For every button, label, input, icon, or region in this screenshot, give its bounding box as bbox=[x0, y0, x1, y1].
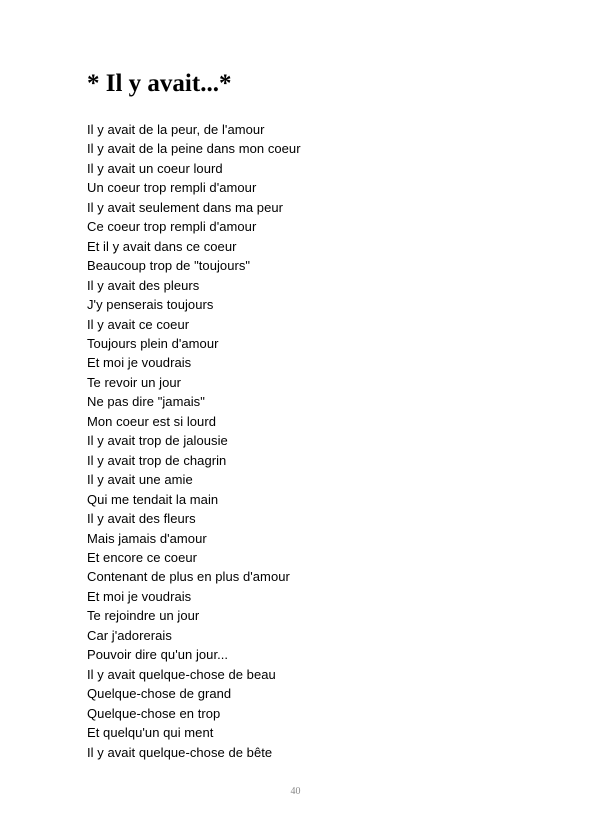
poem-line: Il y avait des fleurs bbox=[87, 511, 196, 527]
poem-line: Mon coeur est si lourd bbox=[87, 413, 216, 429]
poem-line: Quelque-chose de grand bbox=[87, 686, 232, 702]
poem-line: Il y avait des pleurs bbox=[87, 277, 200, 293]
poem-line: Il y avait un coeur lourd bbox=[87, 160, 223, 176]
poem-line: Et il y avait dans ce coeur bbox=[87, 238, 237, 254]
poem-line: Te rejoindre un jour bbox=[87, 608, 200, 624]
poem-line: Toujours plein d'amour bbox=[87, 335, 219, 351]
poem-line: Ne pas dire "jamais" bbox=[87, 394, 205, 410]
poem-line: Pouvoir dire qu'un jour... bbox=[87, 647, 229, 663]
poem-line: Car j'adorerais bbox=[87, 627, 172, 643]
poem-body bbox=[87, 120, 301, 762]
poem-line: Il y avait trop de jalousie bbox=[87, 433, 228, 449]
poem-line: Il y avait de la peur, de l'amour bbox=[87, 122, 265, 137]
poem-line: Il y avait trop de chagrin bbox=[87, 452, 227, 468]
poem-line: Te revoir un jour bbox=[87, 374, 182, 390]
poem-line: Qui me tendait la main bbox=[87, 491, 219, 507]
poem-line: Il y avait de la peine dans mon coeur bbox=[87, 141, 301, 157]
poem-line: Ce coeur trop rempli d'amour bbox=[87, 219, 257, 235]
poem-line: Et encore ce coeur bbox=[87, 549, 198, 565]
poem-line: J'y penserais toujours bbox=[87, 297, 214, 313]
poem-line: Il y avait ce coeur bbox=[87, 316, 190, 332]
poem-title: * Il y avait...* bbox=[87, 70, 232, 97]
poem-line: Contenant de plus en plus d'amour bbox=[87, 569, 290, 585]
poem-line: Un coeur trop rempli d'amour bbox=[87, 180, 257, 196]
poem-line: Et moi je voudrais bbox=[87, 588, 192, 604]
poem-line: Et quelqu'un qui ment bbox=[87, 725, 214, 741]
poem-line: Mais jamais d'amour bbox=[87, 530, 207, 546]
page-number: 40 bbox=[290, 786, 301, 797]
poem-line: Il y avait une amie bbox=[87, 472, 193, 488]
poem-line: Il y avait quelque-chose de beau bbox=[87, 666, 276, 682]
poem-line: Et moi je voudrais bbox=[87, 355, 192, 371]
poem-line: Il y avait seulement dans ma peur bbox=[87, 199, 284, 215]
poem-line: Il y avait quelque-chose de bête bbox=[87, 744, 273, 760]
poem-line: Beaucoup trop de "toujours" bbox=[87, 258, 251, 274]
poem-line: Quelque-chose en trop bbox=[87, 705, 221, 721]
